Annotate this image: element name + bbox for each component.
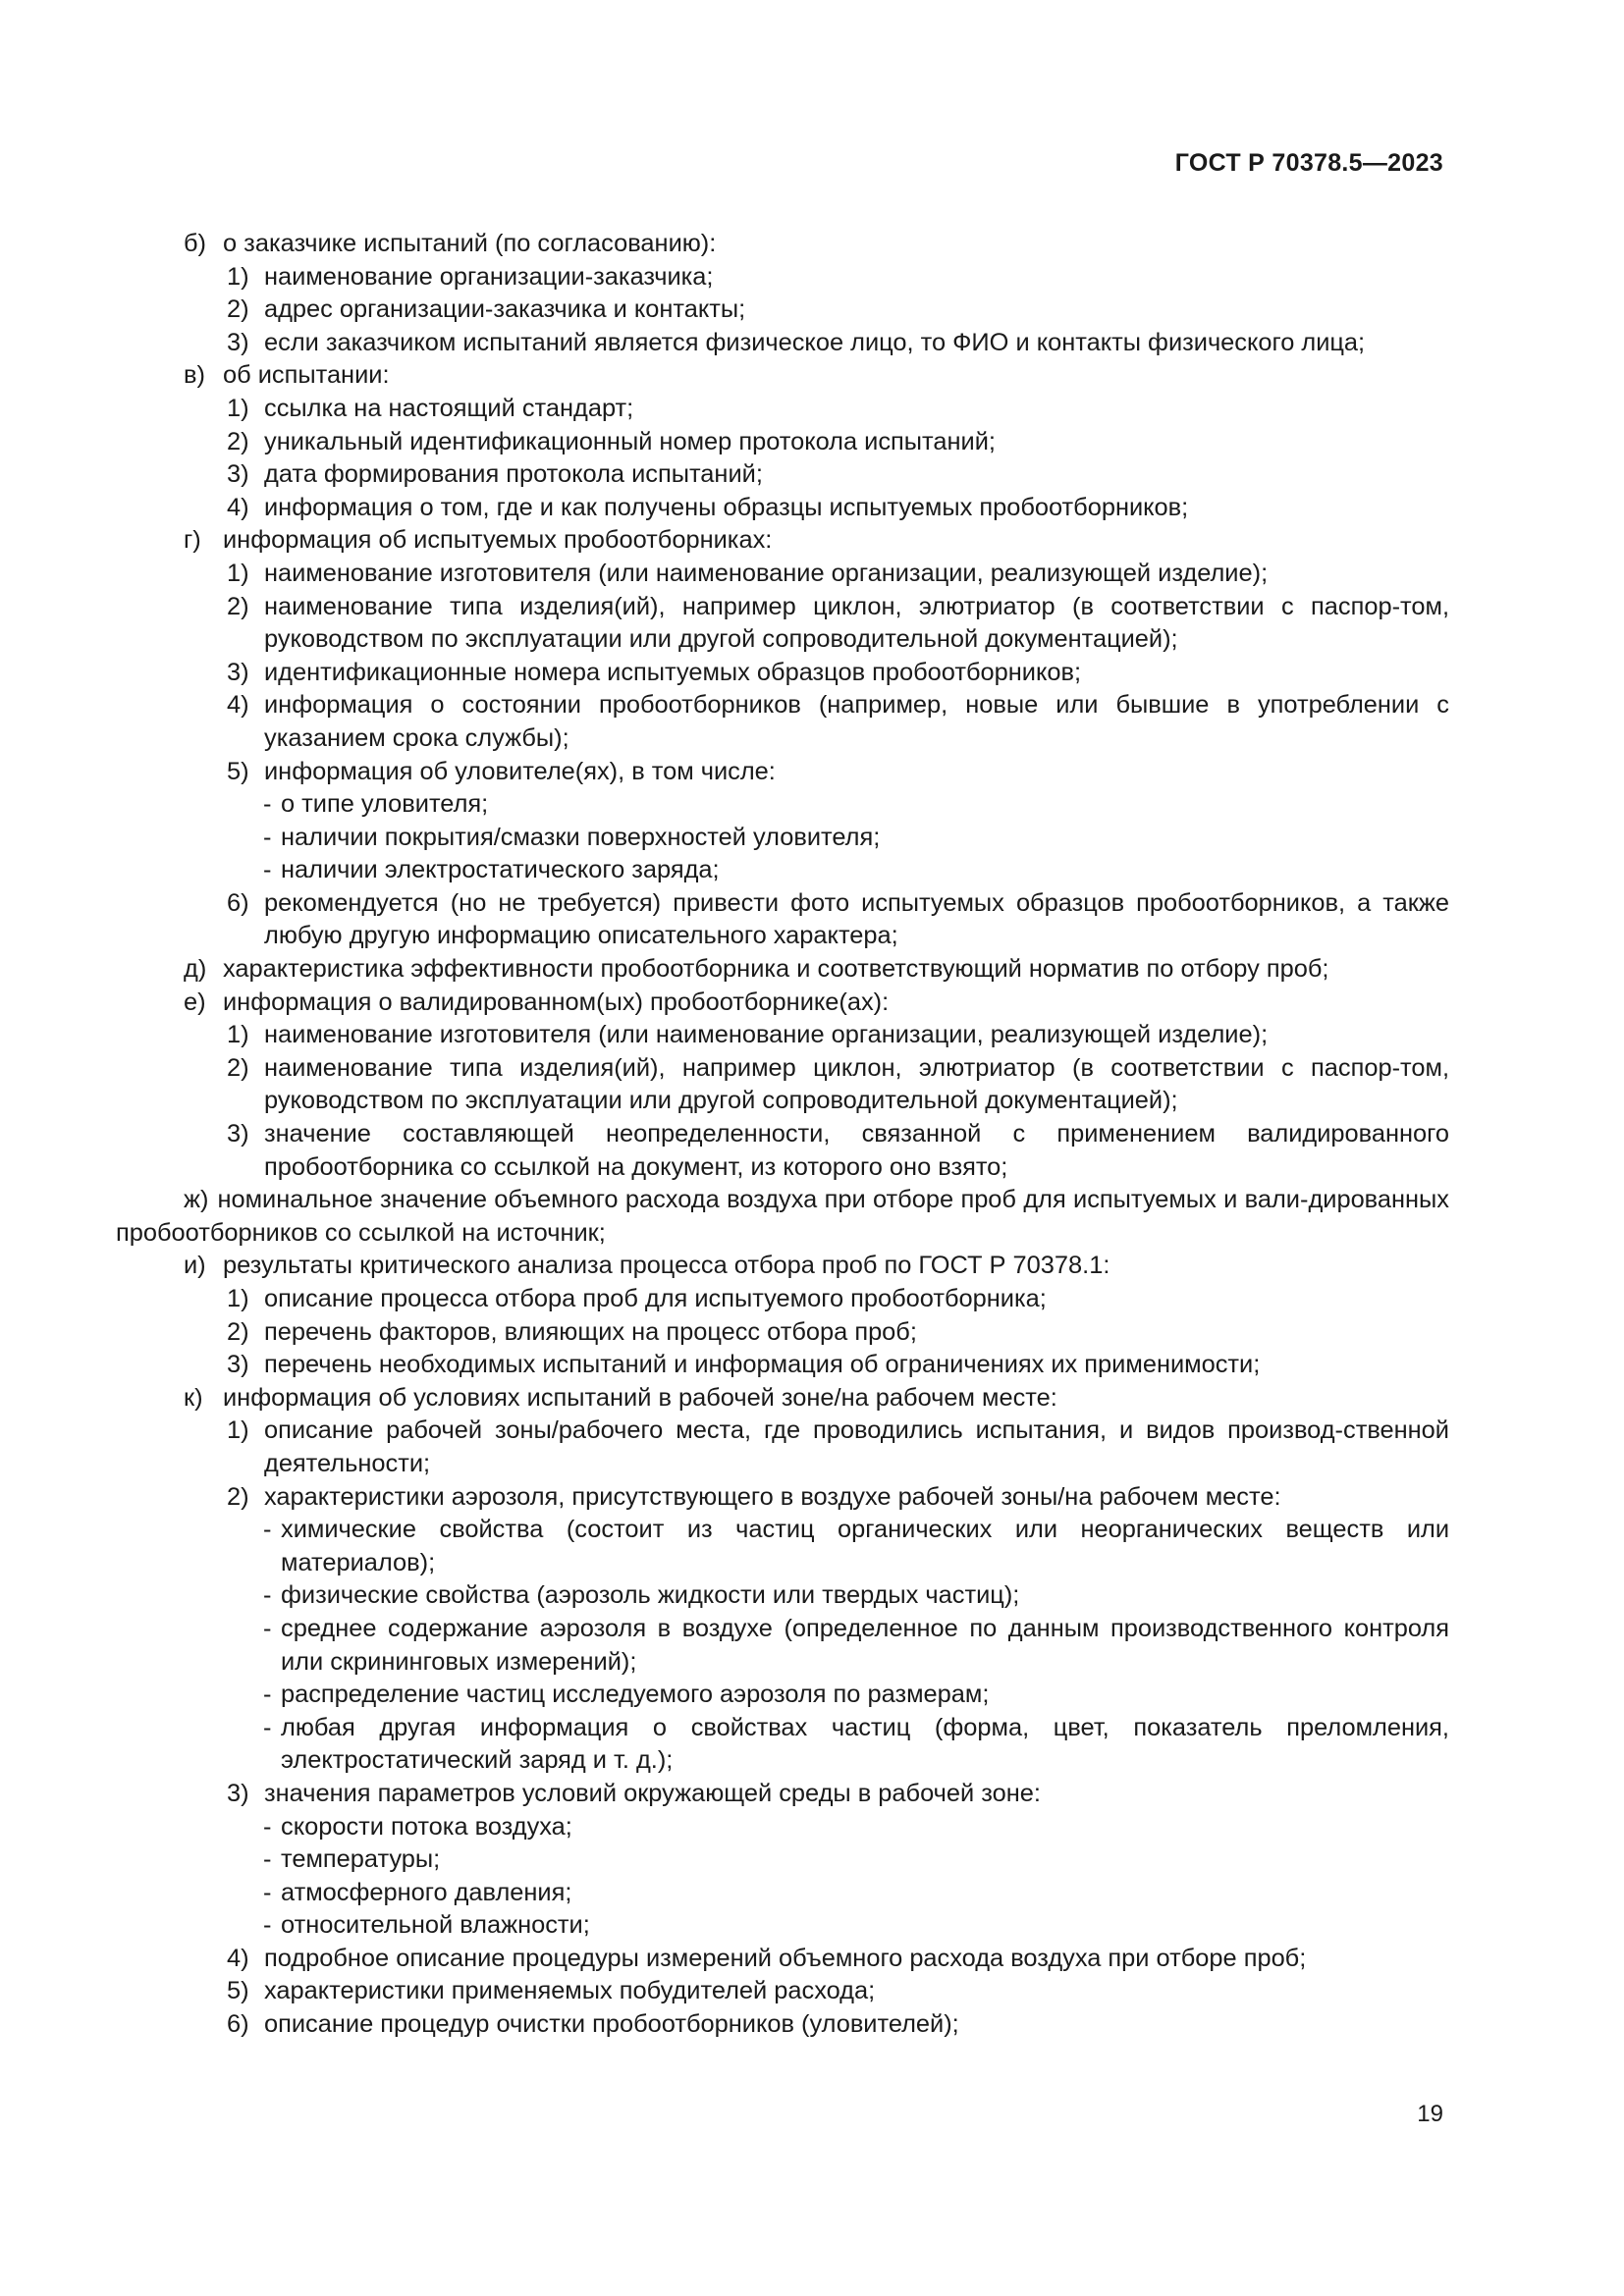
list-item — [116, 1481, 1449, 1515]
list-item — [116, 1877, 1449, 1910]
list-item — [116, 1843, 1449, 1877]
list-item — [116, 788, 1449, 822]
list-item — [116, 987, 1449, 1020]
list-item — [116, 1019, 1449, 1052]
list-item-text: любая другая информация о свойствах частиц (форма, цвет, показатель преломления, электростатический заряд и т. д.); — [281, 1713, 1449, 1775]
list-item — [116, 492, 1449, 525]
list-item — [116, 393, 1449, 426]
list-marker: 2) — [227, 1317, 249, 1346]
list-item — [116, 953, 1449, 987]
list-marker: б) — [184, 230, 206, 257]
list-marker: 2) — [227, 1482, 249, 1511]
list-marker: 4) — [227, 691, 249, 720]
list-item-text: номинальное значение объемного расхода воздуха при отборе проб для испытуемых и вали-дированных пробоотборников со ссылкой на источник; — [116, 1186, 1449, 1247]
list-item — [116, 1118, 1449, 1184]
list-marker: 2) — [227, 1053, 249, 1082]
list-marker: - — [263, 1911, 272, 1940]
list-marker: в) — [184, 361, 205, 390]
list-item-text: ссылка на настоящий стандарт; — [264, 394, 634, 422]
list-item — [116, 1316, 1449, 1350]
list-item — [116, 1514, 1449, 1579]
list-item — [116, 1052, 1449, 1118]
list-marker: - — [263, 856, 272, 884]
list-item-text: если заказчиком испытаний является физическое лицо, то ФИО и контакты физического лица; — [264, 328, 1366, 356]
list-item-text: результаты критического анализа процесса отбора проб по ГОСТ Р 70378.1: — [223, 1252, 1110, 1280]
list-item-text: о заказчике испытаний (по согласованию): — [223, 230, 717, 257]
list-item — [116, 1975, 1449, 2008]
list-item-text: информация об испытуемых пробоотборниках: — [223, 526, 773, 555]
list-item — [116, 426, 1449, 459]
list-item — [116, 1283, 1449, 1316]
list-marker: д) — [184, 955, 207, 984]
list-marker: 1) — [227, 1285, 249, 1312]
list-item — [116, 822, 1449, 855]
list-item-text: описание процедур очистки пробоотборников (уловителей); — [264, 2010, 959, 2039]
list-item — [116, 1778, 1449, 1811]
list-item — [116, 1811, 1449, 1844]
list-marker: 1) — [227, 394, 249, 422]
list-item-text: адрес организации-заказчика и контакты; — [264, 295, 746, 324]
list-item-text: дата формирования протокола испытаний; — [264, 460, 763, 489]
paragraph — [116, 1184, 1449, 1250]
document-body — [116, 228, 1449, 2042]
list-marker: 2) — [227, 427, 249, 455]
list-item — [116, 1382, 1449, 1415]
list-marker: ж) — [184, 1186, 209, 1214]
list-item — [116, 558, 1449, 591]
list-item — [116, 228, 1449, 261]
list-marker: - — [263, 1681, 272, 1709]
list-item-text: характеристики аэрозоля, присутствующего в воздухе рабочей зоны/на рабочем месте: — [264, 1482, 1281, 1511]
list-item-text: наименование типа изделия(ий), например циклон, элютриатор (в соответствии с паспор-том, руководством по эксплуатации или другой сопроводительной документацией); — [264, 592, 1449, 654]
list-marker: 5) — [227, 757, 249, 785]
list-item-text: описание рабочей зоны/рабочего места, где проводились испытания, и видов производ-ственной деятельности; — [264, 1416, 1449, 1477]
list-marker: 4) — [227, 493, 249, 521]
list-item-text: об испытании: — [223, 361, 390, 390]
list-marker: 5) — [227, 1977, 249, 2005]
list-marker: - — [263, 1878, 272, 1906]
list-item-text: о типе уловителя; — [281, 790, 489, 819]
list-item-text: перечень необходимых испытаний и информация об ограничениях их применимости; — [264, 1351, 1261, 1379]
list-marker: - — [263, 823, 272, 851]
list-marker: 2) — [227, 592, 249, 620]
list-marker: 3) — [227, 658, 249, 686]
list-item-text: характеристики применяемых побудителей расхода; — [264, 1977, 876, 2005]
list-item-text: информация об уловителе(ях), в том числе: — [264, 757, 776, 785]
list-item — [116, 2008, 1449, 2042]
list-item-text: перечень факторов, влияющих на процесс отбора проб; — [264, 1317, 917, 1346]
list-item-text: значение составляющей неопределенности, связанной с применением валидированного пробоотборника со ссылкой на документ, из которого оно взято; — [264, 1120, 1449, 1181]
list-marker: и) — [184, 1252, 206, 1280]
list-item-text: наименование типа изделия(ий), например циклон, элютриатор (в соответствии с паспор-том, руководством по эксплуатации или другой сопроводительной документацией); — [264, 1053, 1449, 1115]
list-item-text: наличии электростатического заряда; — [281, 856, 720, 884]
list-item-text: распределение частиц исследуемого аэрозоля по размерам; — [281, 1681, 990, 1709]
list-item — [116, 1415, 1449, 1480]
list-marker: 3) — [227, 460, 249, 489]
list-item — [116, 1909, 1449, 1943]
list-item-text: уникальный идентификационный номер протокола испытаний; — [264, 427, 996, 455]
list-item — [116, 1349, 1449, 1382]
list-item — [116, 261, 1449, 294]
list-marker: - — [263, 1516, 272, 1544]
list-item — [116, 1250, 1449, 1283]
list-item-text: значения параметров условий окружающей среды в рабочей зоне: — [264, 1779, 1041, 1807]
list-item — [116, 294, 1449, 327]
list-marker: 1) — [227, 1416, 249, 1445]
list-marker: е) — [184, 988, 206, 1016]
list-item-text: наименование изготовителя (или наименование организации, реализующей изделие); — [264, 559, 1269, 587]
list-marker: 1) — [227, 1021, 249, 1049]
list-item-text: скорости потока воздуха; — [281, 1812, 572, 1841]
list-item-text: информация об условиях испытаний в рабочей зоне/на рабочем месте: — [223, 1383, 1057, 1412]
list-item — [116, 756, 1449, 789]
list-item-text: наличии покрытия/смазки поверхностей уловителя; — [281, 823, 881, 851]
list-item — [116, 359, 1449, 393]
list-item-text: химические свойства (состоит из частиц органических или неорганических веществ или материалов); — [281, 1516, 1449, 1576]
list-marker: - — [263, 790, 272, 819]
list-item-text: информация о валидированном(ых) пробоотборнике(ах): — [223, 988, 890, 1016]
list-item-text: относительной влажности; — [281, 1911, 590, 1940]
list-marker: 6) — [227, 2010, 249, 2039]
list-item — [116, 689, 1449, 755]
list-marker: - — [263, 1581, 272, 1610]
list-marker: - — [263, 1614, 272, 1642]
list-item-text: рекомендуется (но не требуется) привести фото испытуемых образцов пробоотборников, а также любую другую информацию описательного характера; — [264, 888, 1449, 950]
list-marker: 3) — [227, 1779, 249, 1807]
list-marker: 2) — [227, 295, 249, 324]
list-item-text: наименование изготовителя (или наименование организации, реализующей изделие); — [264, 1021, 1269, 1049]
list-item-text: подробное описание процедуры измерений объемного расхода воздуха при отборе проб; — [264, 1944, 1307, 1972]
list-item — [116, 1579, 1449, 1613]
list-marker: 3) — [227, 1351, 249, 1379]
list-marker: 1) — [227, 262, 249, 291]
list-marker: 3) — [227, 1120, 249, 1148]
list-item-text: среднее содержание аэрозоля в воздухе (определенное по данным производственного контроля или скрининговых измерений); — [281, 1614, 1449, 1676]
list-item — [116, 458, 1449, 492]
list-item — [116, 524, 1449, 558]
list-marker: г) — [184, 526, 201, 555]
list-item — [116, 1613, 1449, 1679]
list-marker: - — [263, 1713, 272, 1741]
document-code-header: ГОСТ Р 70378.5—2023 — [1174, 149, 1443, 177]
page-number: 19 — [1417, 2101, 1443, 2127]
list-marker: - — [263, 1845, 272, 1874]
list-item-text: идентификационные номера испытуемых образцов пробоотборников; — [264, 658, 1082, 686]
list-marker: к) — [184, 1383, 203, 1412]
list-item-text: информация о том, где и как получены образцы испытуемых пробоотборников; — [264, 493, 1189, 521]
list-item-text: температуры; — [281, 1845, 441, 1874]
list-item — [116, 591, 1449, 657]
list-marker: 6) — [227, 888, 249, 917]
list-item — [116, 1712, 1449, 1778]
list-item — [116, 1943, 1449, 1976]
list-item-text: описание процесса отбора проб для испытуемого пробоотборника; — [264, 1285, 1047, 1312]
list-item-text: информация о состоянии пробоотборников (например, новые или бывшие в употреблении с указанием срока службы); — [264, 691, 1449, 752]
list-item — [116, 327, 1449, 360]
list-marker: - — [263, 1812, 272, 1841]
list-item-text: характеристика эффективности пробоотборника и соответствующий норматив по отбору проб; — [223, 955, 1329, 984]
list-item — [116, 854, 1449, 887]
list-item-text: наименование организации-заказчика; — [264, 262, 714, 291]
list-item — [116, 887, 1449, 953]
list-item — [116, 1679, 1449, 1712]
list-marker: 1) — [227, 559, 249, 587]
list-marker: 4) — [227, 1944, 249, 1972]
list-item-text: атмосферного давления; — [281, 1878, 572, 1906]
list-marker: 3) — [227, 328, 249, 356]
list-item — [116, 657, 1449, 690]
list-item-text: физические свойства (аэрозоль жидкости или твердых частиц); — [281, 1581, 1020, 1610]
